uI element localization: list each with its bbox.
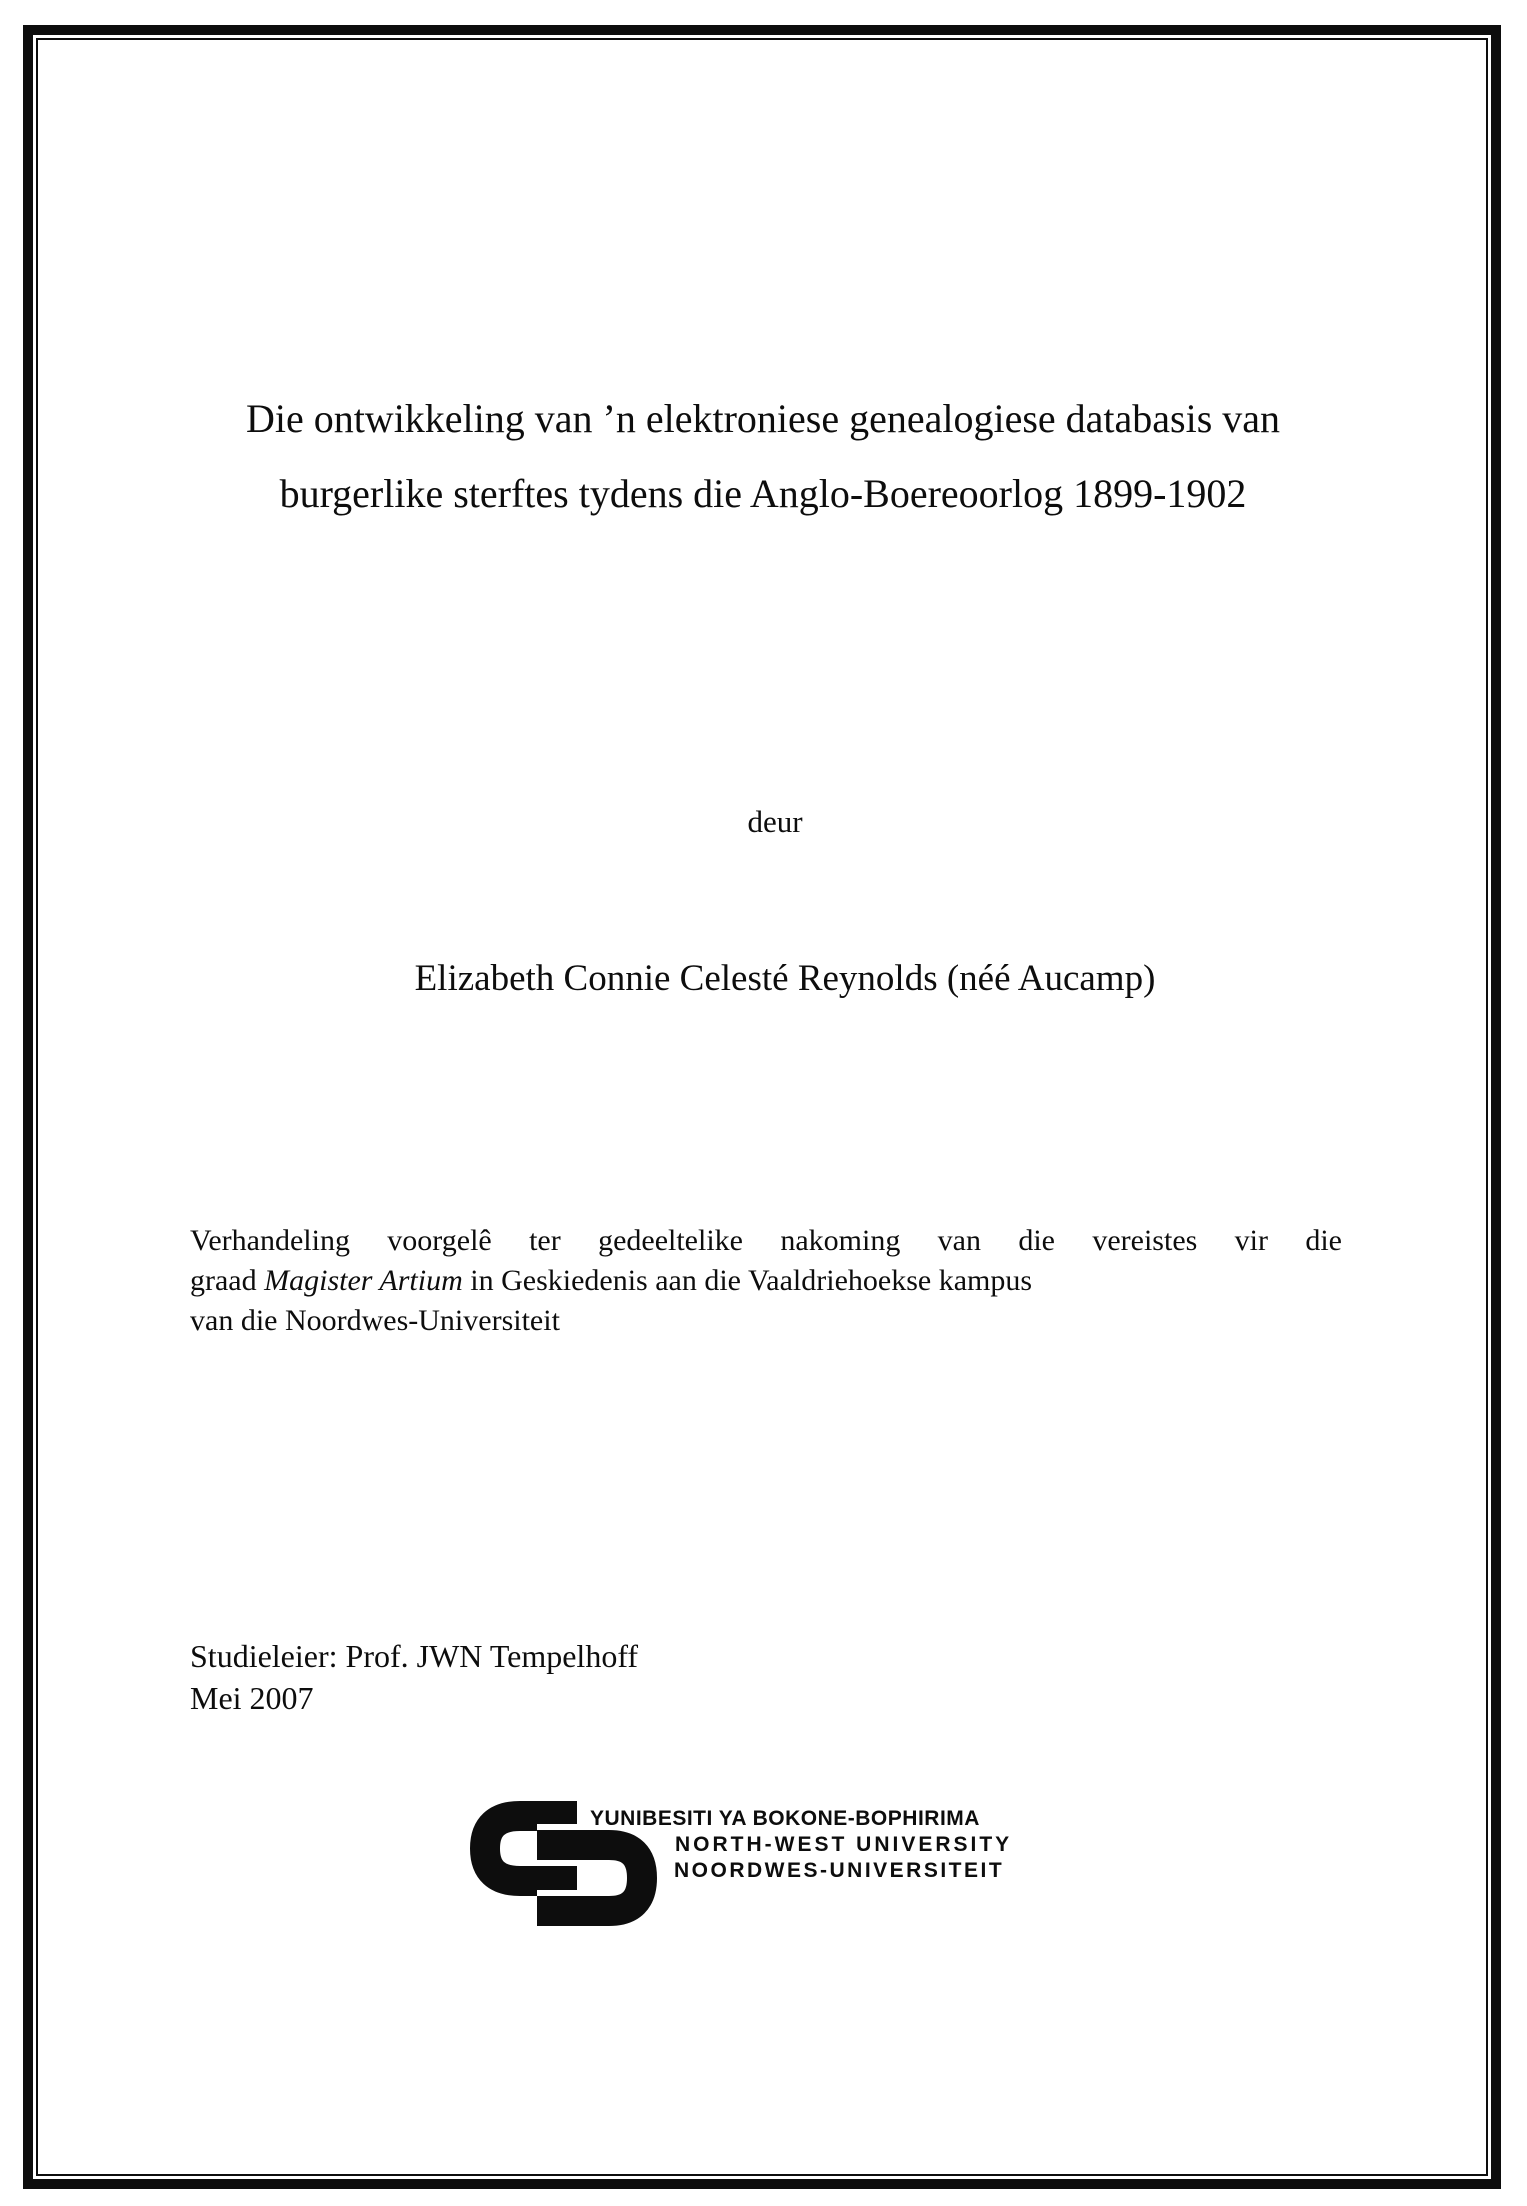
submission-statement — [190, 1221, 1342, 1341]
submission-statement-line3: van die Noordwes-Universiteit — [190, 1304, 560, 1337]
author-name: Elizabeth Connie Celesté Reynolds (néé Aucamp) — [414, 958, 1156, 999]
date-line: Mei 2007 — [190, 1680, 314, 1716]
logo-text-afrikaans: NOORDWES-UNIVERSITEIT — [674, 1859, 1005, 1882]
thesis-title-line1: Die ontwikkeling van ’n elektroniese genealogiese databasis van — [245, 396, 1281, 441]
degree-name-italic: Magister Artium — [264, 1264, 463, 1297]
statement-line2-suffix: in Geskiedenis aan die Vaaldriehoekse kampus — [462, 1264, 1033, 1297]
byline-deur: deur — [747, 804, 803, 839]
logo-text-english: NORTH-WEST UNIVERSITY — [675, 1833, 1013, 1856]
logo-text-setswana: YUNIBESITI YA BOKONE-BOPHIRIMA — [590, 1807, 980, 1830]
university-logo — [470, 1798, 1150, 1943]
supervisor-line: Studieleier: Prof. JWN Tempelhoff — [190, 1638, 639, 1674]
submission-statement-line2 — [190, 1261, 1342, 1301]
thesis-title-line2: burgerlike sterftes tydens die Anglo-Boereoorlog 1899-1902 — [279, 471, 1247, 516]
submission-statement-line1: Verhandeling voorgelê ter gedeeltelike nakoming van die vereistes vir die — [190, 1224, 1342, 1257]
statement-line2-prefix: graad — [190, 1264, 265, 1297]
